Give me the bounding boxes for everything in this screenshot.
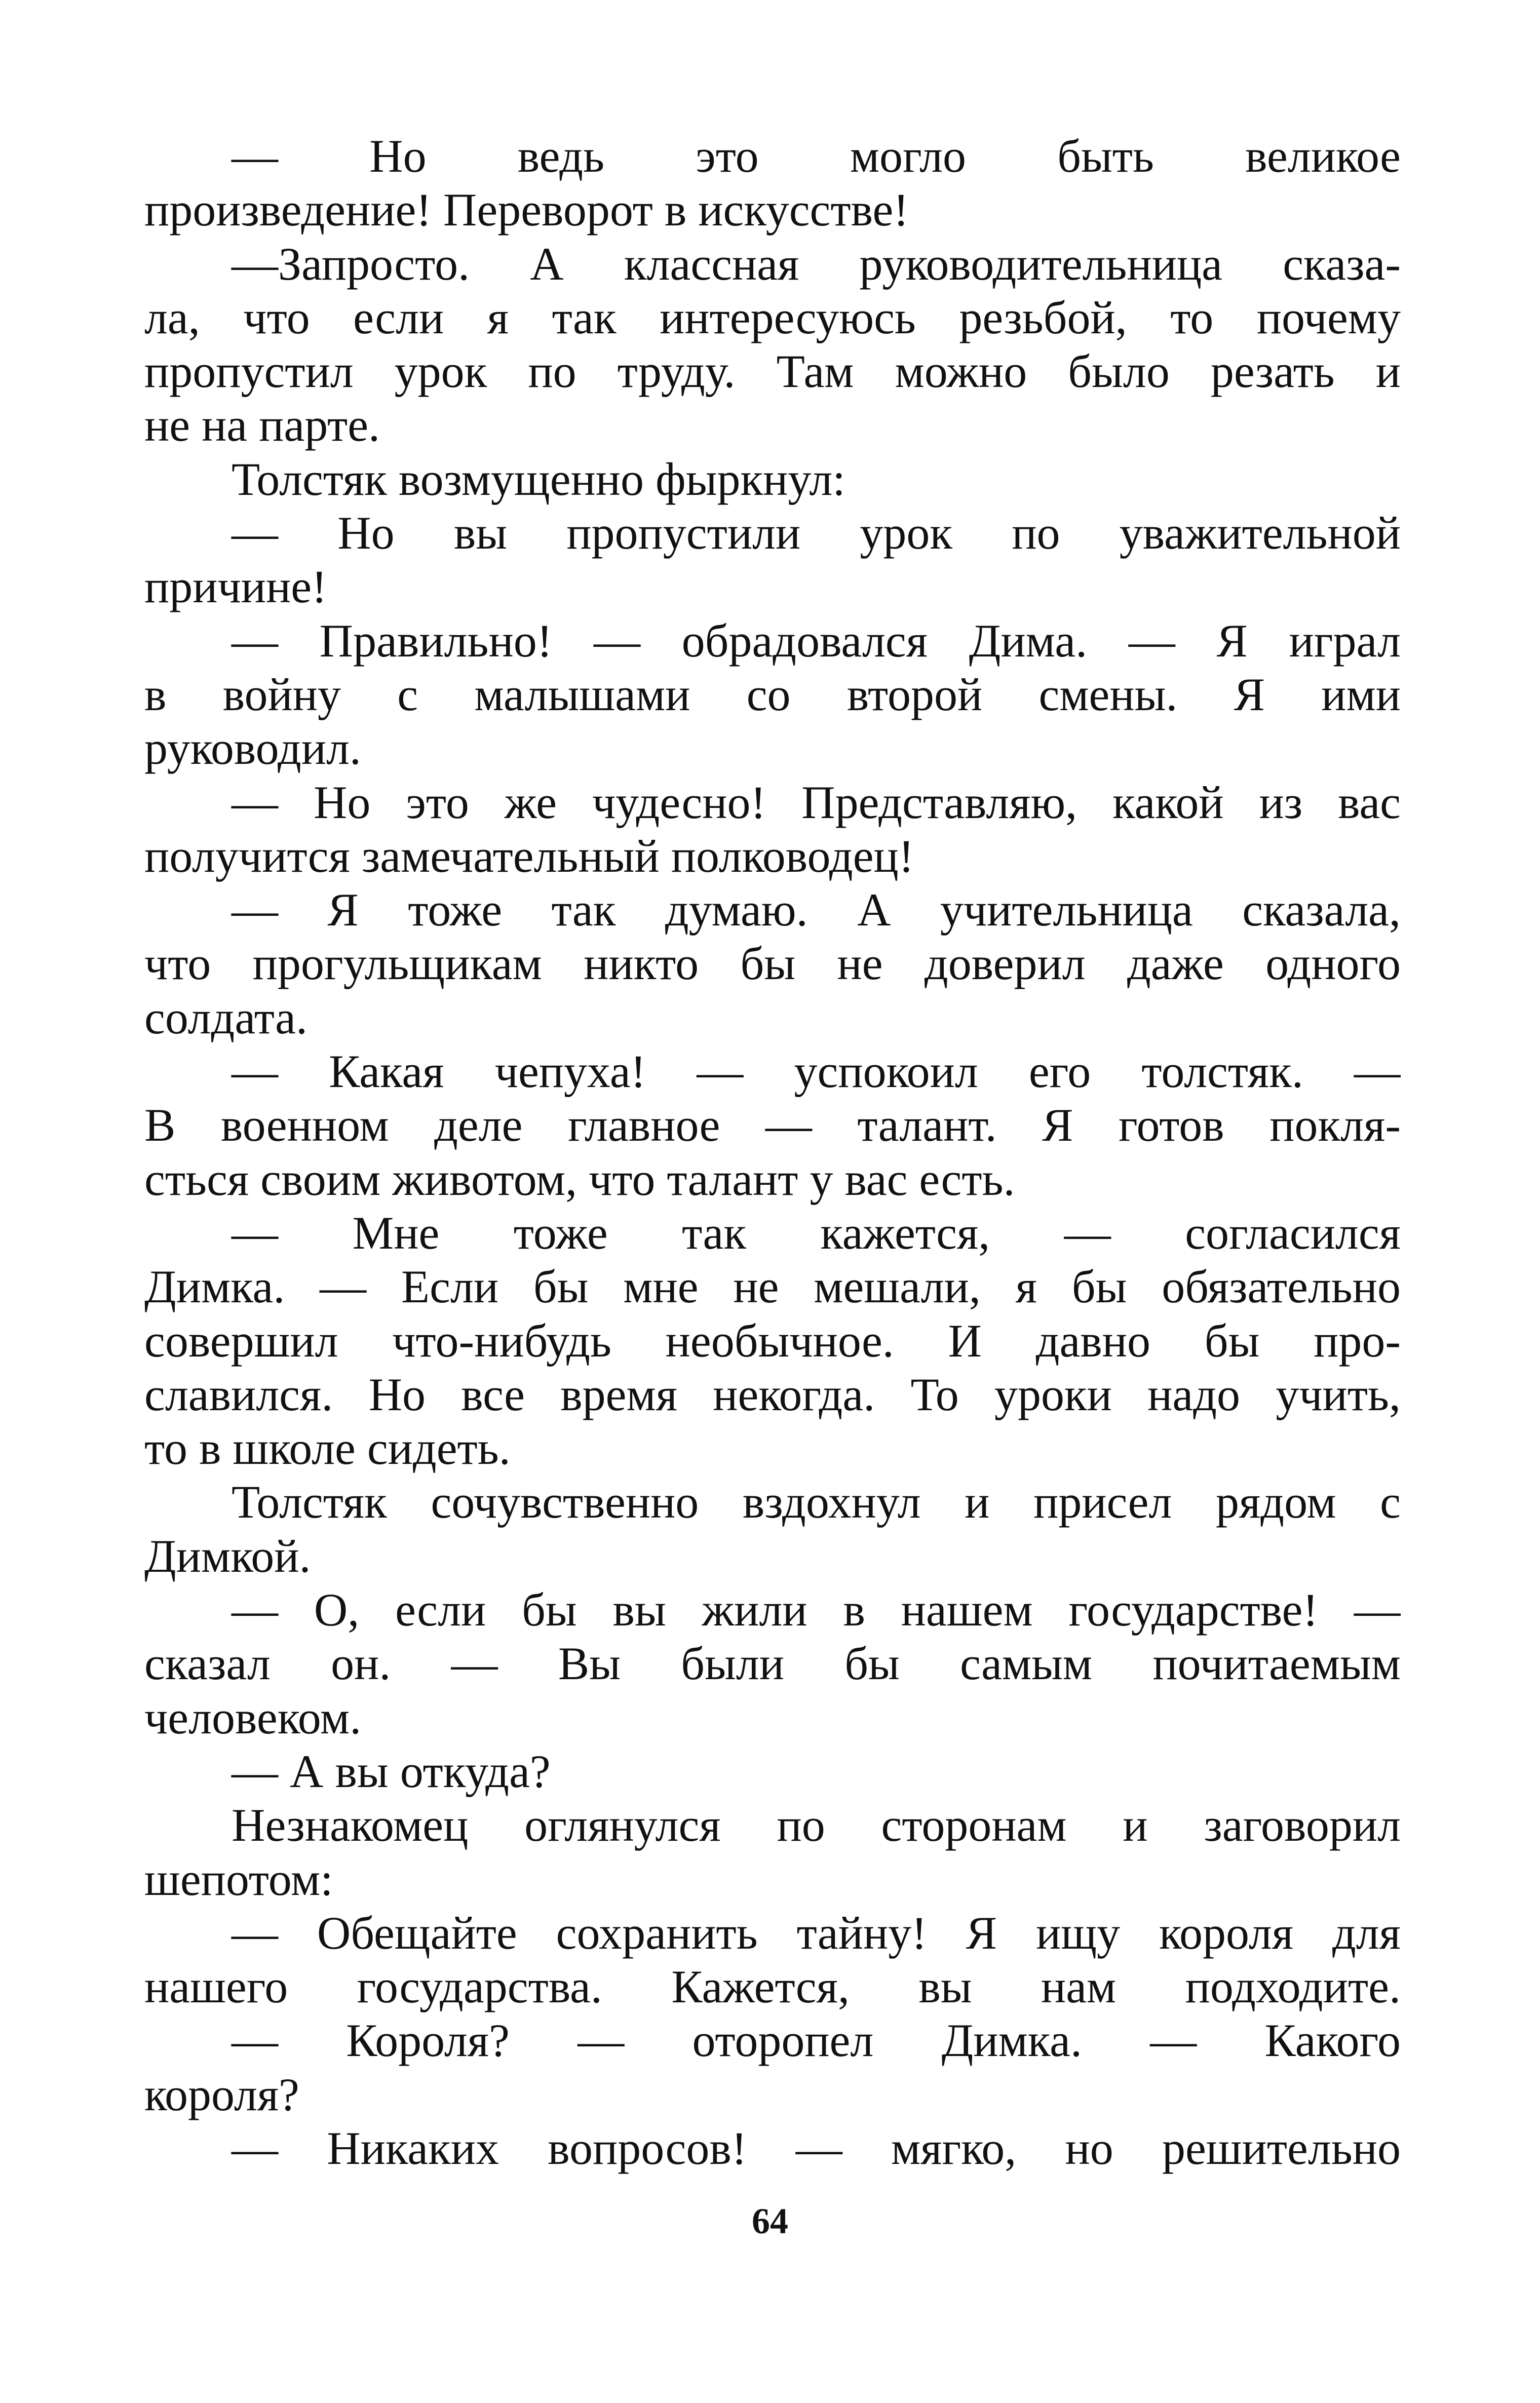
text-line: В военном деле главное — талант. Я готов покля- — [144, 1099, 1401, 1151]
text-line: что прогульщикам никто бы не доверил даже одного — [144, 938, 1401, 990]
text-line: Толстяк сочувственно вздохнул и присел рядом с — [232, 1476, 1401, 1528]
text-line: — Но это же чудесно! Представляю, какой из вас — [232, 776, 1401, 828]
text-line: ла, что если я так интересуюсь резьбой, то почему — [144, 291, 1401, 343]
text-line: — Какая чепуха! — успокоил его толстяк. — — [232, 1045, 1401, 1098]
text-line: Димка. — Если бы мне не мешали, я бы обязательно — [144, 1261, 1401, 1313]
text-line: — Никаких вопросов! — мягко, но решительно — [232, 2122, 1401, 2174]
text-line: — Обещайте сохранить тайну! Я ищу короля для — [232, 1907, 1401, 1959]
text-line: в войну с малышами со второй смены. Я ими — [144, 668, 1401, 720]
text-line: не на парте. — [144, 399, 380, 451]
text-line: — О, если бы вы жили в нашем государстве! — — [232, 1584, 1401, 1636]
page-number: 64 — [752, 2201, 788, 2241]
text-line: — Я тоже так думаю. А учительница сказала, — [232, 884, 1401, 936]
text-line: — Мне тоже так кажется, — согласился — [232, 1207, 1401, 1259]
text-line: человеком. — [144, 1691, 362, 1743]
text-line: солдата. — [144, 991, 307, 1043]
text-line: нашего государства. Кажется, вы нам подходите. — [144, 1961, 1401, 2013]
text-line: произведение! Переворот в искусстве! — [144, 184, 909, 236]
text-line: Незнакомец оглянулся по сторонам и заговорил — [232, 1799, 1401, 1851]
text-line: — Но вы пропустили урок по уважительной — [232, 507, 1401, 559]
text-line: — Но ведь это могло быть великое — [232, 130, 1401, 182]
text-line: Толстяк возмущенно фыркнул: — [232, 453, 845, 505]
body-text — [144, 129, 1401, 2175]
text-line: совершил что-нибудь необычное. И давно бы про- — [144, 1314, 1401, 1367]
text-line: сться своим животом, что талант у вас есть. — [144, 1153, 1015, 1205]
text-line: причине! — [144, 561, 327, 613]
text-line: — Правильно! — обрадовался Дима. — Я играл — [232, 614, 1401, 667]
text-line: — Короля? — оторопел Димка. — Какого — [232, 2014, 1401, 2067]
text-line: Димкой. — [144, 1530, 311, 1582]
text-line: сказал он. — Вы были бы самым почитаемым — [144, 1638, 1401, 1690]
text-line: то в школе сидеть. — [144, 1422, 511, 1475]
text-line: шепотом: — [144, 1853, 333, 1905]
text-line: короля? — [144, 2068, 299, 2120]
text-line: славился. Но все время некогда. То уроки надо учить, — [144, 1368, 1401, 1420]
text-line: — А вы откуда? — [232, 1745, 551, 1797]
text-line: получится замечательный полководец! — [144, 830, 914, 882]
text-line: руководил. — [144, 722, 361, 774]
text-line: пропустил урок по труду. Там можно было резать и — [144, 345, 1401, 398]
text-line: —Запросто. А классная руководительница сказа- — [232, 238, 1401, 290]
